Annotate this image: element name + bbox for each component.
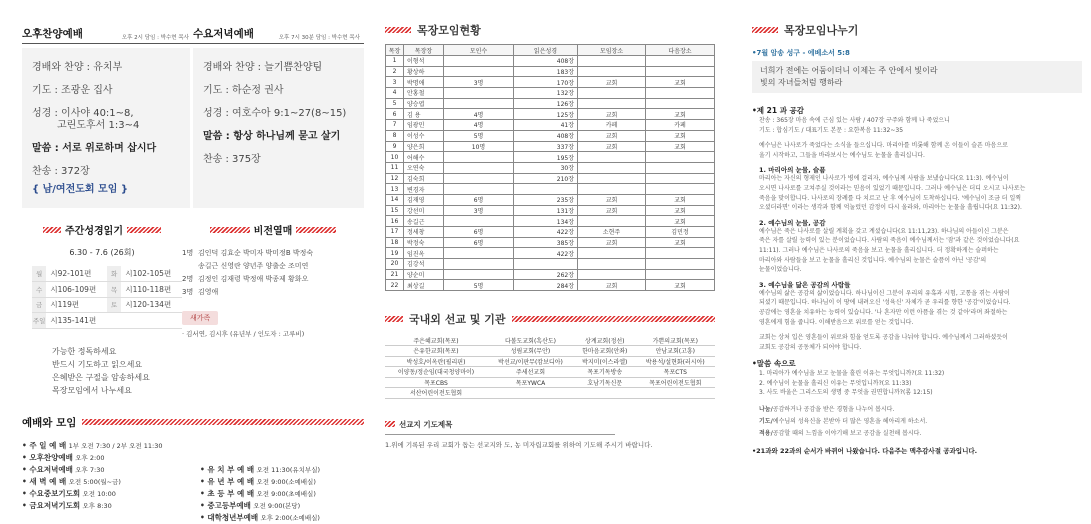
list-item: 적용/공감할 때의 느낌을 이야기해 보고 공감을 실천해 봅시다. xyxy=(759,430,922,438)
stripe-decoration xyxy=(296,227,336,233)
new-family-badge: 새가족 xyxy=(182,311,218,325)
list-item: • 수요중보기도회 오전 10:00 xyxy=(22,488,116,498)
stripe-decoration xyxy=(385,421,395,427)
table-row: 수 시106-109편 목 시110-118편 xyxy=(32,282,182,298)
point-heading: 1. 마리아의 눈물, 슬픔 xyxy=(759,166,826,175)
wednesday-service xyxy=(193,26,364,208)
stripe-decoration xyxy=(385,316,403,322)
line-sermon: 말씀 : 항상 하나님께 묻고 살기 xyxy=(203,131,341,142)
line-scripture: 성경 : 여호수아 9:1~27(8~15) xyxy=(203,108,347,119)
list-item: • 대학청년부예배 오후 2:00(소예배실) xyxy=(200,512,320,522)
lesson-close: 교회는 상처 입은 영혼들이 위로와 힘을 얻도록 공감을 나눠야 합니다. 예수님께서 그러하셨듯이 교회도 공감의 공동체가 되어야 합니다. xyxy=(759,334,1008,351)
list-item: • 오후찬양예배 오후 2:00 xyxy=(22,452,105,462)
sharing-title: 목장모임나누기 xyxy=(784,24,859,37)
line-scripture-2: 고린도후서 1:3~4 xyxy=(57,120,140,131)
wednesday-title: 수요저녁예배 xyxy=(193,28,254,40)
memory-verse-label: •7월 암송 성구 - 에베소서 5:8 xyxy=(752,49,850,57)
prayer-text: 1.위에 기록된 우리 교회가 돕는 선교지와 도, 농 미자립교회를 위하여 기도해 주시기 바랍니다. xyxy=(385,440,653,449)
line-scripture: 성경 : 이사야 40:1~8, xyxy=(32,108,134,119)
table-row: 18 박정숙 6명 385장 교회 교회 xyxy=(386,237,715,248)
table-row: 2 황상하 183장 xyxy=(386,66,715,77)
line-hymn: 찬송 : 372장 xyxy=(32,166,90,177)
table-row: 주일 시135-141편 xyxy=(32,313,182,329)
prayer-title: 선교지 기도제목 xyxy=(399,419,453,429)
vision-fruit xyxy=(182,222,364,397)
table-row: 12 김숙희 210장 xyxy=(386,173,715,184)
missions-table xyxy=(385,335,715,399)
list-item: 기도/예수님의 성육신을 본받아 더 많은 영혼을 헤아리게 하소서. xyxy=(759,418,928,426)
questions: 1. 마리아가 예수님을 보고 눈물을 흘린 이유는 무엇입니까?(요 11:32) 2. 예수님이 눈물을 흘리신 이유는 무엇입니까?(요 11:33) 3. 사도 바울은 그리스도의 생명 중 무엇을 권면합니까?(롬 12:15) xyxy=(759,370,945,397)
stripe-decoration xyxy=(385,27,411,33)
stripe-decoration xyxy=(512,316,716,322)
table-row: 13 변경자 xyxy=(386,184,715,195)
list-item: • 초 등 부 예 배 오전 9:00(초예배실) xyxy=(200,488,316,498)
line-hymn: 찬송 : 375장 xyxy=(203,154,261,165)
reading-table xyxy=(32,266,182,329)
line-praise: 경배와 찬양 : 늘기쁨찬양팀 xyxy=(203,62,323,73)
table-row: 5 양승엽 126장 xyxy=(386,98,715,109)
table-row: 목포CBS 목포YWCA 호남기독신문 목포어린이전도협회 xyxy=(385,377,715,388)
line-prayer: 기도 : 조광운 집사 xyxy=(32,85,113,96)
afternoon-sub: 오후 2시 담임 : 박수현 목사 xyxy=(121,35,189,41)
missions-title: 국내외 선교 및 기관 xyxy=(409,313,506,327)
stripe-decoration xyxy=(82,419,364,425)
vision-list xyxy=(182,247,364,299)
stripe-decoration xyxy=(210,227,250,233)
share-list xyxy=(752,404,1082,440)
table-row: 주은혜교회(목포) 다볼도교회(흑산도) 상계교회(정선) 가쁜의교회(목포) xyxy=(385,335,715,346)
groups-table xyxy=(385,44,715,291)
table-row: 21 양순미 262장 xyxy=(386,269,715,280)
reading-date: 6.30 - 7.6 (26회) xyxy=(69,248,135,257)
stripe-decoration xyxy=(127,227,161,233)
list-item: 3명 김영애 xyxy=(182,288,219,296)
point-body: 예수님의 삶은 공감의 삶이었습니다. 하나님이신 그분이 우리의 유혹과 시험, 고통을 겪는 사람이 되셨기 때문입니다. 하나님이 이 땅에 내려오신 '성육신' 자체가 곧 우리를 향한 '공감'이었습니다. 공감에는 영혼을 치유하는 능력이 있습니다. '나 혼자만 이런 아픔을 겪는 것 같아'라며 좌절하는 영혼에게 힘을 줍니다. 이해받음으로 위로를 얻는 것입니다. xyxy=(759,289,1011,326)
table-row: 17 정세창 6명 422장 소현주 김민정 xyxy=(386,227,715,238)
list-item: 송길근 신영란 양년주 양출순 조미연 xyxy=(198,262,309,270)
lesson-title: •제 21 과 공감 xyxy=(752,106,805,115)
afternoon-title: 오후찬양예배 xyxy=(22,28,83,40)
line-praise: 경배와 찬양 : 유치부 xyxy=(32,62,123,73)
new-family-text: · 김서연, 김시후 (유년부 / 인도자 : 고루비) xyxy=(182,330,305,338)
table-row: 서산어린이전도협회 xyxy=(385,388,715,399)
list-item: • 유 년 부 예 배 오전 9:00(소예배실) xyxy=(200,476,316,486)
stripe-decoration xyxy=(43,227,61,233)
point-body: 예수님은 죽은 나사로를 살릴 계획을 갖고 계셨습니다(요 11:11,23). 하나님의 아들이신 그분은 죽은 자를 살릴 능력이 있는 분이었습니다. 사람의 죽음이 예수님께서는 '잠'과 같은 것이었습니다(요 11:11). 그러나 예수님은 나사로의 죽음을 보고 눈물을 흘리십니다. 더 정확하게는 슬퍼하는 마리아와 사람들을 보고 눈물을 흘리신 것입니다. 예수님의 눈물은 슬픔이 아닌 '공감'의 눈물이었습니다. xyxy=(759,227,1020,274)
left-column xyxy=(22,0,364,522)
point-heading: 2. 예수님의 눈물, 공감 xyxy=(759,218,826,227)
table-row: 10 어해수 195장 xyxy=(386,152,715,163)
lesson-info: 찬송 : 365장 마음 속에 근심 있는 사람 / 407장 구주와 함께 나 죽었으니 기도 : 합심기도 / 대표기도 본문 : 요한복음 11:32~35 xyxy=(759,117,950,134)
meeting-title: 예배와 모임 xyxy=(22,416,77,429)
table-row: 월 시92-101편 화 시102-105편 xyxy=(32,266,182,282)
groups-title: 목장모임현황 xyxy=(417,24,481,37)
table-row: 19 임진옥 422장 xyxy=(386,248,715,259)
list-item: 나눔/공감하거나 공감을 받은 경험을 나누어 봅시다. xyxy=(759,406,895,414)
list-item: 1명 김인덕 김효순 박미자 박미정B 박정숙 xyxy=(182,249,314,257)
line-meeting: { 남/여전도회 모임 } xyxy=(32,184,128,195)
table-row: 16 송길근 134장 교회 xyxy=(386,216,715,227)
reading-tips: 가능한 정독하세요 반드시 기도하고 읽으세요 은혜받은 구절을 암송하세요 목장모임에서 나누세요 xyxy=(52,346,150,395)
afternoon-box xyxy=(22,48,190,208)
meeting-schedule xyxy=(22,440,364,524)
line-prayer: 기도 : 하순정 권사 xyxy=(203,85,284,96)
afternoon-service xyxy=(22,26,193,208)
list-item: • 금요저녁기도회 오후 8:30 xyxy=(22,500,112,510)
list-item: • 주 일 예 배 1부 오전 7:30 / 2부 오전 11:30 xyxy=(22,440,163,450)
table-row: 3 박명애 3명 170장 교회 교회 xyxy=(386,77,715,88)
divider xyxy=(385,434,615,435)
table-row: 20 김강석 xyxy=(386,259,715,270)
table-row: 은유한교회(목포) 성림교회(무안) 한마음교회(안좌) 안남교회(고흥) xyxy=(385,346,715,357)
questions-title: •말씀 속으로 xyxy=(752,359,796,369)
list-item: • 수요저녁예배 오후 7:30 xyxy=(22,464,105,474)
table-row: 14 김재영 6명 235장 교회 교회 xyxy=(386,194,715,205)
table-row: 8 이성수 5명 408장 교회 교회 xyxy=(386,130,715,141)
vision-title: 비전열매 xyxy=(253,226,293,237)
point-heading: 3. 예수님을 닮은 공감의 사람들 xyxy=(759,280,851,289)
memory-verse: 너희가 전에는 어둠이더니 이제는 주 안에서 빛이라 빛의 자녀들처럼 행하라 xyxy=(752,61,1082,93)
stripe-decoration xyxy=(752,27,778,33)
table-row: 4 안홍철 132장 xyxy=(386,88,715,99)
middle-column xyxy=(385,0,715,516)
table-row: 이양동/정순임(대국청양마이) 주세선교회 목포기독방송 목포CTS xyxy=(385,367,715,378)
line-sermon: 말씀 : 서로 위로하며 삽시다 xyxy=(32,143,157,154)
table-row: 금 시119편 토 시120-134편 xyxy=(32,297,182,313)
table-row: 박성호/이옥란(필리핀) 박선교/이판무(캄보디아) 박지미(이스라엘) 박용석/설현화(러시아) xyxy=(385,356,715,367)
list-item: • 새 벽 예 배 오전 5:00(월~금) xyxy=(22,476,121,486)
wednesday-box xyxy=(193,48,364,208)
lesson-points xyxy=(752,165,1082,327)
table-row: 15 강선미 3명 131장 교회 교회 xyxy=(386,205,715,216)
reading-title: 주간성경읽기 xyxy=(65,226,123,237)
point-body: 마리아는 자신의 형제인 나사로가 병에 걸리자, 예수님께 사람을 보냈습니다(요 11:3). 예수님이 오시면 나사로를 고쳐주실 것이라는 믿음이 있었기 때문입니다. 그러나 예수님은 더디 오시고 나사로는 죽음을 맞이합니다. 나사로의 장례를 다 치르고 난 후 예수님이 도착하십니다. '예수님이 조금 더 일찍 오셨더라면' 이라는 생각과 함께 억눌렀던 감정이 다시 올라와, 마리아는 눈물을 흘립니다(요 11:32). xyxy=(759,175,1026,212)
table-header: 목장 목장장 모인수 읽은성경 모임장소 다음장소 xyxy=(386,45,715,56)
list-item: 2명 김정인 김재령 박정애 박종제 황화오 xyxy=(182,275,309,283)
list-item: • 중고등부예배 오전 9:00(본당) xyxy=(200,500,301,510)
bible-reading xyxy=(22,222,182,397)
table-row: 9 양은희 10명 337장 교회 교회 xyxy=(386,141,715,152)
lesson-intro: 예수님은 나사로가 죽었다는 소식을 들으십니다. 마리아를 비롯해 함께 온 이들이 슬픈 마음으로 울기 시작하고, 그들을 바라보시는 예수님도 눈물을 흘리십니다. xyxy=(759,142,1008,159)
wednesday-sub: 오후 7시 30분 담임 : 박수현 목사 xyxy=(278,35,360,41)
list-item: • 유 치 부 예 배 오전 11:30(유치부실) xyxy=(200,464,321,474)
table-row: 6 김 용 4명 125장 교회 교회 xyxy=(386,109,715,120)
right-column xyxy=(752,0,1082,516)
final-note: •21과와 22과의 순서가 바뀌어 나왔습니다. 다음주는 맥추감사절 공과입니다. xyxy=(752,447,978,456)
table-row: 1 이형석 408장 xyxy=(386,56,715,67)
table-row: 22 최상길 5명 284장 교회 교회 xyxy=(386,280,715,291)
table-row: 7 임광민 4명 41장 카페 카페 xyxy=(386,120,715,131)
table-row: 11 오연숙 30장 xyxy=(386,162,715,173)
